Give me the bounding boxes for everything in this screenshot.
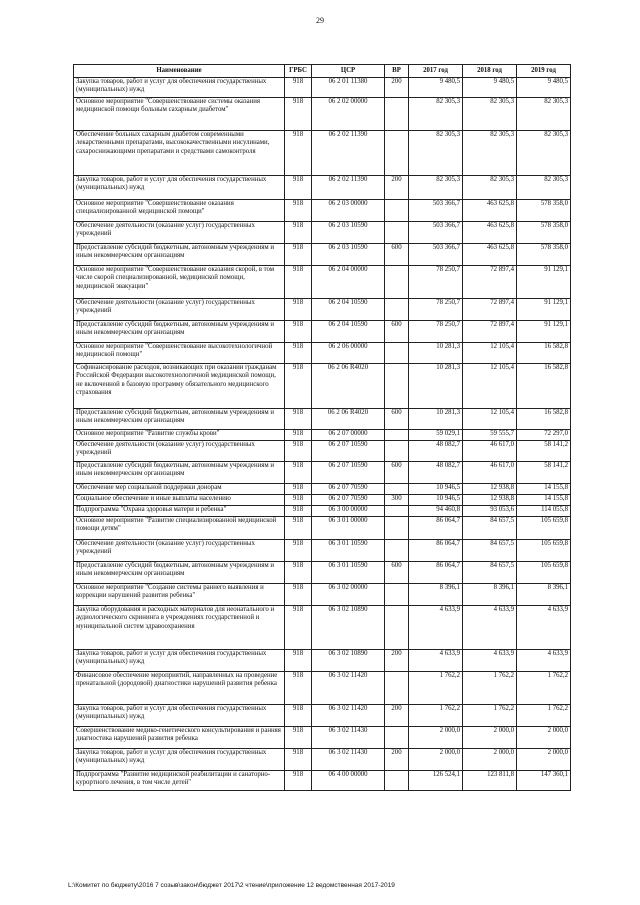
cell-2018: 12 105,4 xyxy=(463,409,517,430)
cell-csr: 06 2 03 10590 xyxy=(312,222,385,244)
cell-csr: 06 2 06 00000 xyxy=(312,343,385,364)
cell-name: Основное мероприятие "Совершенствование оказания специализированной медицинской помощи" xyxy=(74,200,285,222)
cell-grbs: 918 xyxy=(285,506,312,517)
cell-2019: 4 633,9 xyxy=(517,606,571,650)
cell-2019: 16 582,8 xyxy=(517,409,571,430)
cell-name: Обеспечение мер социальной поддержки донорам xyxy=(74,484,285,495)
table-row xyxy=(74,244,571,266)
cell-csr: 06 3 01 00000 xyxy=(312,517,385,540)
cell-name: Предоставление субсидий бюджетным, автономным учреждениям и иным некоммерческим организациям xyxy=(74,409,285,430)
cell-grbs: 918 xyxy=(285,650,312,672)
table-row xyxy=(74,540,571,562)
cell-csr: 06 2 07 70590 xyxy=(312,495,385,506)
cell-2019: 578 358,0 xyxy=(517,244,571,266)
cell-2018: 2 000,0 xyxy=(463,727,517,749)
cell-name: Предоставление субсидий бюджетным, автономным учреждениям и иным некоммерческим организациям xyxy=(74,321,285,343)
cell-name: Социальное обеспечение и иные выплаты населению xyxy=(74,495,285,506)
cell-csr: 06 2 06 R4020 xyxy=(312,409,385,430)
cell-vr xyxy=(385,299,409,321)
cell-csr: 06 2 07 10590 xyxy=(312,441,385,462)
cell-2017: 78 250,7 xyxy=(409,299,463,321)
table-row xyxy=(74,506,571,517)
cell-vr xyxy=(385,517,409,540)
cell-grbs: 918 xyxy=(285,441,312,462)
cell-2019: 58 141,2 xyxy=(517,441,571,462)
table-row xyxy=(74,222,571,244)
cell-name: Закупка товаров, работ и услуг для обеспечения государственных (муниципальных) нужд xyxy=(74,78,285,98)
table-row xyxy=(74,749,571,771)
cell-2019: 114 055,8 xyxy=(517,506,571,517)
cell-name: Обеспечение деятельности (оказание услуг) государственных учреждений xyxy=(74,441,285,462)
cell-2019: 16 582,8 xyxy=(517,364,571,409)
cell-2018: 12 938,8 xyxy=(463,484,517,495)
cell-2017: 10 281,3 xyxy=(409,364,463,409)
table-row xyxy=(74,441,571,462)
cell-2019: 2 000,0 xyxy=(517,749,571,771)
cell-2019: 4 633,9 xyxy=(517,650,571,672)
cell-vr xyxy=(385,484,409,495)
cell-2018: 59 555,7 xyxy=(463,430,517,441)
cell-grbs: 918 xyxy=(285,98,312,131)
table-row xyxy=(74,727,571,749)
cell-grbs: 918 xyxy=(285,78,312,98)
cell-name: Закупка товаров, работ и услуг для обеспечения государственных (муниципальных) нужд xyxy=(74,650,285,672)
cell-2018: 82 305,3 xyxy=(463,98,517,131)
table-row xyxy=(74,266,571,299)
table-row xyxy=(74,78,571,98)
cell-grbs: 918 xyxy=(285,364,312,409)
table-header-row xyxy=(74,65,571,78)
cell-vr xyxy=(385,222,409,244)
cell-grbs: 918 xyxy=(285,321,312,343)
cell-name: Основное мероприятие "Совершенствование высокотехнологичной медицинской помощи" xyxy=(74,343,285,364)
cell-grbs: 918 xyxy=(285,771,312,791)
header-vr: ВР xyxy=(385,65,409,78)
cell-vr: 200 xyxy=(385,78,409,98)
cell-2019: 72 297,0 xyxy=(517,430,571,441)
cell-2017: 10 281,3 xyxy=(409,409,463,430)
cell-grbs: 918 xyxy=(285,606,312,650)
cell-vr: 200 xyxy=(385,176,409,200)
cell-grbs: 918 xyxy=(285,244,312,266)
table-row xyxy=(74,321,571,343)
cell-vr xyxy=(385,98,409,131)
cell-2018: 9 480,5 xyxy=(463,78,517,98)
cell-vr xyxy=(385,131,409,176)
cell-grbs: 918 xyxy=(285,727,312,749)
cell-vr xyxy=(385,343,409,364)
cell-grbs: 918 xyxy=(285,705,312,727)
cell-2019: 8 396,1 xyxy=(517,584,571,606)
table-row xyxy=(74,299,571,321)
cell-2017: 1 762,2 xyxy=(409,672,463,705)
cell-vr xyxy=(385,266,409,299)
cell-grbs: 918 xyxy=(285,222,312,244)
cell-grbs: 918 xyxy=(285,495,312,506)
cell-2019: 578 358,0 xyxy=(517,200,571,222)
cell-grbs: 918 xyxy=(285,584,312,606)
cell-2017: 86 064,7 xyxy=(409,517,463,540)
cell-csr: 06 3 02 11430 xyxy=(312,727,385,749)
cell-name: Закупка оборудования и расходных материалов для неонатального и аудиологического скрининга в учреждениях государственной и муниципальной систем здравоохранения xyxy=(74,606,285,650)
cell-grbs: 918 xyxy=(285,462,312,484)
cell-2017: 59 029,1 xyxy=(409,430,463,441)
cell-2017: 82 305,3 xyxy=(409,131,463,176)
cell-2019: 16 582,8 xyxy=(517,343,571,364)
cell-2018: 72 897,4 xyxy=(463,266,517,299)
cell-vr: 600 xyxy=(385,321,409,343)
cell-name: Обеспечение деятельности (оказание услуг) государственных учреждений xyxy=(74,222,285,244)
cell-2019: 14 155,8 xyxy=(517,495,571,506)
budget-table xyxy=(73,64,571,791)
cell-2019: 82 305,3 xyxy=(517,176,571,200)
table-row xyxy=(74,495,571,506)
cell-2018: 12 938,8 xyxy=(463,495,517,506)
cell-csr: 06 2 06 R4020 xyxy=(312,364,385,409)
cell-vr: 600 xyxy=(385,562,409,584)
cell-grbs: 918 xyxy=(285,409,312,430)
cell-2017: 48 082,7 xyxy=(409,441,463,462)
table-row xyxy=(74,606,571,650)
cell-2019: 147 360,1 xyxy=(517,771,571,791)
cell-2018: 463 625,8 xyxy=(463,200,517,222)
cell-csr: 06 3 01 10590 xyxy=(312,540,385,562)
cell-grbs: 918 xyxy=(285,540,312,562)
cell-2019: 9 480,5 xyxy=(517,78,571,98)
cell-2018: 82 305,3 xyxy=(463,176,517,200)
table-row xyxy=(74,200,571,222)
header-grbs: ГРБС xyxy=(285,65,312,78)
cell-vr xyxy=(385,200,409,222)
cell-2019: 1 762,2 xyxy=(517,705,571,727)
table-row xyxy=(74,98,571,131)
cell-name: Обеспечение деятельности (оказание услуг) государственных учреждений xyxy=(74,299,285,321)
cell-grbs: 918 xyxy=(285,200,312,222)
cell-vr xyxy=(385,430,409,441)
cell-name: Основное мероприятие "Развитие службы крови" xyxy=(74,430,285,441)
cell-vr xyxy=(385,364,409,409)
table-row xyxy=(74,131,571,176)
table-row xyxy=(74,771,571,791)
cell-2019: 2 000,0 xyxy=(517,727,571,749)
cell-2017: 78 250,7 xyxy=(409,321,463,343)
cell-2018: 46 617,0 xyxy=(463,462,517,484)
cell-2018: 2 000,0 xyxy=(463,749,517,771)
cell-2019: 105 659,8 xyxy=(517,562,571,584)
table-row xyxy=(74,650,571,672)
cell-csr: 06 2 03 10590 xyxy=(312,244,385,266)
cell-2019: 91 129,1 xyxy=(517,299,571,321)
cell-2019: 91 129,1 xyxy=(517,321,571,343)
header-name: Наименование xyxy=(74,65,285,78)
cell-csr: 06 2 07 00000 xyxy=(312,430,385,441)
cell-2017: 86 064,7 xyxy=(409,540,463,562)
cell-2018: 84 657,5 xyxy=(463,562,517,584)
cell-2018: 1 762,2 xyxy=(463,672,517,705)
cell-2018: 84 657,5 xyxy=(463,540,517,562)
cell-name: Обеспечение больных сахарным диабетом современными лекарственными препаратами, высококачественными инсулинами, сахароснижающими препаратами и средствами самоконтроля xyxy=(74,131,285,176)
cell-name: Совершенствование медико-генетического консультирования и ранняя диагностика нарушений развития ребенка xyxy=(74,727,285,749)
cell-name: Основное мероприятие "Совершенствование системы оказания медицинской помощи больным сахарным диабетом" xyxy=(74,98,285,131)
cell-grbs: 918 xyxy=(285,484,312,495)
cell-vr: 200 xyxy=(385,705,409,727)
cell-vr xyxy=(385,771,409,791)
cell-name: Финансовое обеспечение мероприятий, направленных на проведение пренатальной (дородовой) диагностики нарушений развития ребенка xyxy=(74,672,285,705)
cell-2018: 8 396,1 xyxy=(463,584,517,606)
cell-2018: 12 105,4 xyxy=(463,364,517,409)
cell-2017: 48 082,7 xyxy=(409,462,463,484)
cell-name: Обеспечение деятельности (оказание услуг) государственных учреждений xyxy=(74,540,285,562)
header-csr: ЦСР xyxy=(312,65,385,78)
table-row xyxy=(74,517,571,540)
cell-csr: 06 3 01 10590 xyxy=(312,562,385,584)
cell-name: Основное мероприятие "Совершенствование оказания скорой, в том числе скорой специализированной, медицинской помощи, медицинской эвакуации" xyxy=(74,266,285,299)
cell-name: Основное мероприятие "Создание системы раннего выявления и коррекции нарушений развития ребенка" xyxy=(74,584,285,606)
cell-2017: 503 366,7 xyxy=(409,244,463,266)
header-2017: 2017 год xyxy=(409,65,463,78)
cell-2017: 503 366,7 xyxy=(409,222,463,244)
cell-name: Подпрограмма "Охрана здоровья матери и ребенка" xyxy=(74,506,285,517)
cell-grbs: 918 xyxy=(285,343,312,364)
cell-vr xyxy=(385,727,409,749)
table-row xyxy=(74,343,571,364)
cell-2019: 578 358,0 xyxy=(517,222,571,244)
cell-vr: 200 xyxy=(385,749,409,771)
table-row xyxy=(74,584,571,606)
table-row xyxy=(74,364,571,409)
table-row xyxy=(74,705,571,727)
cell-2018: 4 633,9 xyxy=(463,650,517,672)
cell-2017: 2 000,0 xyxy=(409,749,463,771)
cell-vr xyxy=(385,540,409,562)
cell-2018: 72 897,4 xyxy=(463,321,517,343)
cell-2017: 8 396,1 xyxy=(409,584,463,606)
cell-csr: 06 3 02 00000 xyxy=(312,584,385,606)
cell-grbs: 918 xyxy=(285,430,312,441)
cell-grbs: 918 xyxy=(285,749,312,771)
cell-vr: 200 xyxy=(385,650,409,672)
cell-csr: 06 2 07 70590 xyxy=(312,484,385,495)
cell-csr: 06 2 02 11390 xyxy=(312,131,385,176)
cell-2018: 72 897,4 xyxy=(463,299,517,321)
cell-2018: 1 762,2 xyxy=(463,705,517,727)
cell-2019: 82 305,3 xyxy=(517,98,571,131)
cell-csr: 06 2 02 00000 xyxy=(312,98,385,131)
table-row xyxy=(74,462,571,484)
cell-2018: 463 625,8 xyxy=(463,222,517,244)
cell-name: Основное мероприятие "Развитие специализированной медицинской помощи детям" xyxy=(74,517,285,540)
cell-vr: 600 xyxy=(385,409,409,430)
table-row xyxy=(74,672,571,705)
cell-csr: 06 3 02 11420 xyxy=(312,705,385,727)
cell-2019: 1 762,2 xyxy=(517,672,571,705)
cell-vr xyxy=(385,672,409,705)
cell-csr: 06 3 00 00000 xyxy=(312,506,385,517)
cell-csr: 06 3 02 10890 xyxy=(312,650,385,672)
cell-2017: 9 480,5 xyxy=(409,78,463,98)
cell-2019: 105 659,8 xyxy=(517,517,571,540)
cell-csr: 06 2 07 10590 xyxy=(312,462,385,484)
cell-2017: 10 946,5 xyxy=(409,495,463,506)
cell-name: Закупка товаров, работ и услуг для обеспечения государственных (муниципальных) нужд xyxy=(74,705,285,727)
cell-grbs: 918 xyxy=(285,562,312,584)
cell-csr: 06 2 01 11380 xyxy=(312,78,385,98)
cell-name: Софинансирование расходов, возникающих при оказании гражданам Российской Федерации высокотехнологичной медицинской помощи, не включенной в базовую программу обязательного медицинского страхования xyxy=(74,364,285,409)
cell-csr: 06 2 04 10590 xyxy=(312,299,385,321)
header-2018: 2018 год xyxy=(463,65,517,78)
cell-vr: 300 xyxy=(385,495,409,506)
table-row xyxy=(74,430,571,441)
cell-vr xyxy=(385,506,409,517)
cell-2017: 82 305,3 xyxy=(409,98,463,131)
table-body xyxy=(74,78,571,791)
cell-2017: 4 633,9 xyxy=(409,606,463,650)
cell-csr: 06 3 02 10890 xyxy=(312,606,385,650)
cell-grbs: 918 xyxy=(285,266,312,299)
table-row xyxy=(74,176,571,200)
cell-2018: 84 657,5 xyxy=(463,517,517,540)
cell-2017: 1 762,2 xyxy=(409,705,463,727)
cell-name: Предоставление субсидий бюджетным, автономным учреждениям и иным некоммерческим организациям xyxy=(74,244,285,266)
cell-vr xyxy=(385,441,409,462)
cell-2018: 463 625,8 xyxy=(463,244,517,266)
cell-2018: 123 811,8 xyxy=(463,771,517,791)
cell-name: Подпрограмма "Развитие медицинской реабилитации и санаторно-курортного лечения, в том числе детей" xyxy=(74,771,285,791)
cell-grbs: 918 xyxy=(285,672,312,705)
cell-2018: 93 053,6 xyxy=(463,506,517,517)
cell-vr xyxy=(385,584,409,606)
cell-2019: 14 155,8 xyxy=(517,484,571,495)
cell-2017: 503 366,7 xyxy=(409,200,463,222)
cell-name: Предоставление субсидий бюджетным, автономным учреждениям и иным некоммерческим организациям xyxy=(74,562,285,584)
cell-2019: 91 129,1 xyxy=(517,266,571,299)
cell-name: Закупка товаров, работ и услуг для обеспечения государственных (муниципальных) нужд xyxy=(74,749,285,771)
table-row xyxy=(74,409,571,430)
cell-csr: 06 2 04 10590 xyxy=(312,321,385,343)
cell-vr: 600 xyxy=(385,462,409,484)
cell-2017: 82 305,3 xyxy=(409,176,463,200)
cell-2017: 10 946,5 xyxy=(409,484,463,495)
cell-2018: 46 617,0 xyxy=(463,441,517,462)
cell-2019: 82 305,3 xyxy=(517,131,571,176)
cell-csr: 06 4 00 00000 xyxy=(312,771,385,791)
table-row xyxy=(74,484,571,495)
cell-2017: 2 000,0 xyxy=(409,727,463,749)
cell-name: Закупка товаров, работ и услуг для обеспечения государственных (муниципальных) нужд xyxy=(74,176,285,200)
cell-2017: 94 460,8 xyxy=(409,506,463,517)
cell-csr: 06 3 02 11420 xyxy=(312,672,385,705)
cell-csr: 06 2 03 00000 xyxy=(312,200,385,222)
cell-csr: 06 2 04 00000 xyxy=(312,266,385,299)
cell-2017: 78 250,7 xyxy=(409,266,463,299)
cell-2018: 12 105,4 xyxy=(463,343,517,364)
cell-grbs: 918 xyxy=(285,517,312,540)
cell-csr: 06 2 02 11390 xyxy=(312,176,385,200)
table-row xyxy=(74,562,571,584)
cell-2017: 10 281,3 xyxy=(409,343,463,364)
page-number: 29 xyxy=(316,16,324,25)
header-2019: 2019 год xyxy=(517,65,571,78)
cell-grbs: 918 xyxy=(285,176,312,200)
cell-grbs: 918 xyxy=(285,131,312,176)
cell-2019: 105 659,8 xyxy=(517,540,571,562)
cell-2017: 126 524,1 xyxy=(409,771,463,791)
footer-file-path: L:\Комитет по бюджету\2016 7 созыв\закон\бюджет 2017\2 чтение\приложение 12 ведомственная 2017-2019 xyxy=(68,882,395,889)
cell-2017: 86 064,7 xyxy=(409,562,463,584)
cell-grbs: 918 xyxy=(285,299,312,321)
cell-2017: 4 633,9 xyxy=(409,650,463,672)
cell-2018: 82 305,3 xyxy=(463,131,517,176)
cell-vr xyxy=(385,606,409,650)
cell-2019: 58 141,2 xyxy=(517,462,571,484)
cell-2018: 4 633,9 xyxy=(463,606,517,650)
cell-name: Предоставление субсидий бюджетным, автономным учреждениям и иным некоммерческим организациям xyxy=(74,462,285,484)
cell-csr: 06 3 02 11430 xyxy=(312,749,385,771)
cell-vr: 600 xyxy=(385,244,409,266)
